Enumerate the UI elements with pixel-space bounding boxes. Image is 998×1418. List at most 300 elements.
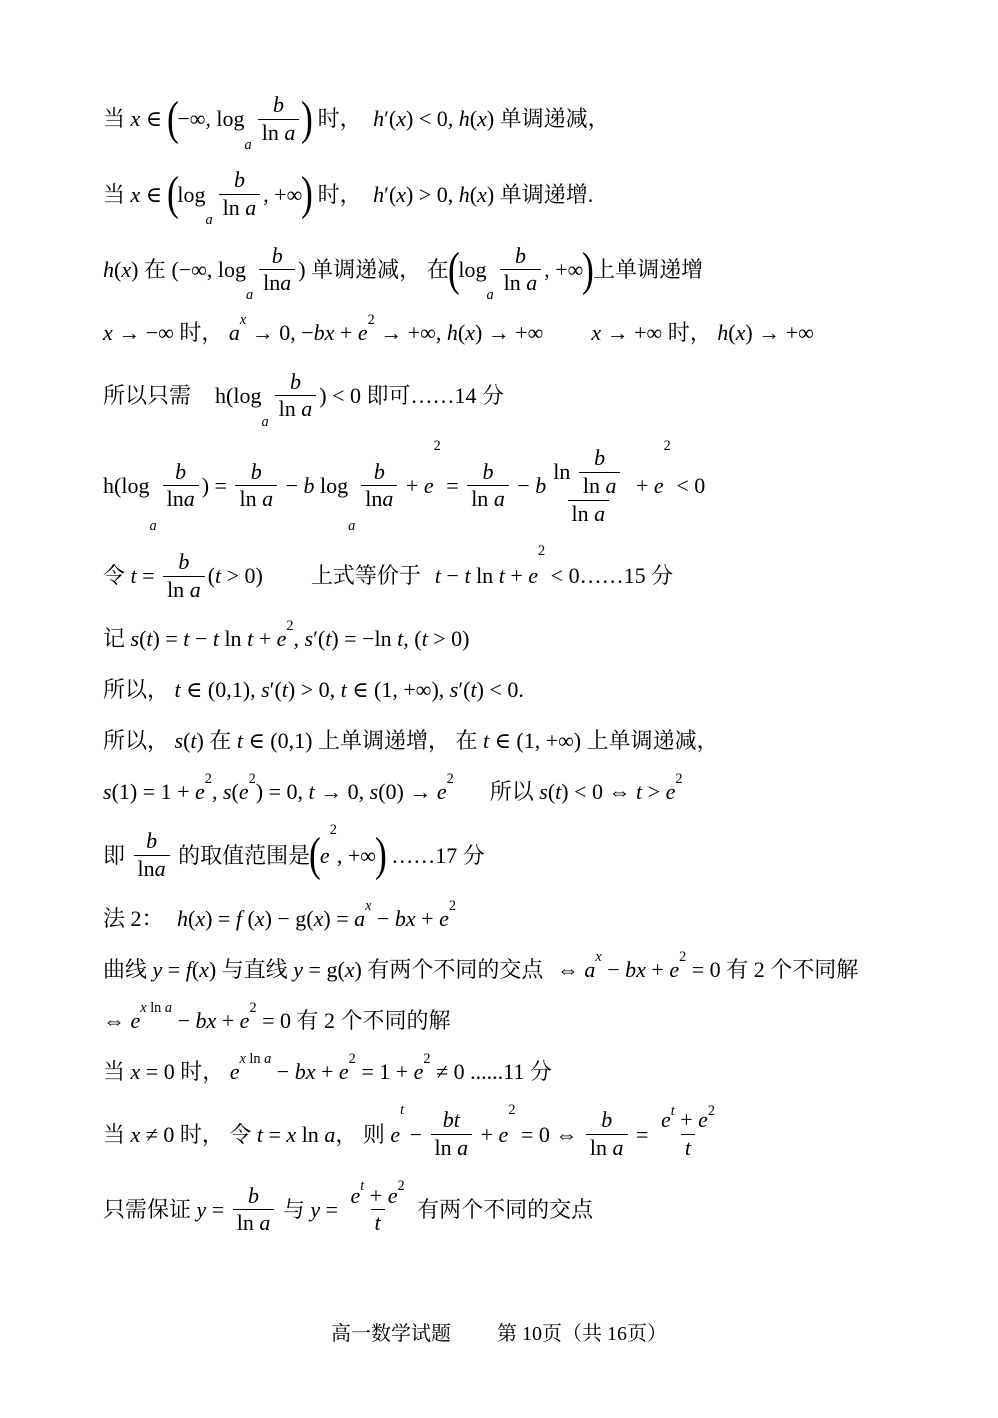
fraction-denominator [219,194,261,222]
text-run: 时， [180,1058,230,1084]
math-variable: e [357,320,368,345]
math-upright: = 0 [256,1007,297,1033]
math-upright: ln [218,626,248,652]
math-variable: e [276,626,287,652]
formula-line: 令 t = b ln a ( t > 0) 上式等价于 t − t ln t + e 2 < 0 …… 15 分 [103,543,674,602]
math-upright: ) → +∞ [474,320,544,345]
math-variable: t [236,728,243,754]
fraction-denominator [500,269,542,297]
math-upright: ( [547,779,556,805]
math-upright: ln [365,486,383,512]
math-upright: ln [222,194,246,220]
math-upright: ′( [458,677,471,703]
math-variable: t [340,677,347,703]
text-run: 上式等价于 [310,563,421,589]
fraction-numerator [286,369,305,396]
math-variable: b [248,1182,260,1208]
math-variable: x [103,320,113,345]
math-upright: ) < 0 [319,383,367,409]
math-upright: 15 [623,563,652,589]
formula-line: 当 x ≠ 0 时， 令 t = x ln a ， 则 e t − bt ln a + e 2 = 0 ⇔ b ln a = e t + e 2 t [103,1107,943,1161]
fraction-denominator [258,119,300,147]
math-variable: e [528,563,538,589]
page-footer [0,1317,998,1346]
formula-line: 法 2： h ( x ) = f ( x ) − g( x ) = a x − bx + e 2 [103,897,457,931]
fraction-numerator: e t + e 2 [350,1177,405,1208]
fraction [467,459,509,513]
text-run: 即可…… [366,383,455,409]
math-upright: + [253,626,277,652]
math-upright: ′( [269,677,282,703]
math-upright: , +∞ [336,842,376,868]
fraction-denominator [163,485,199,513]
math-upright: ln [236,1210,260,1236]
formula-line [103,1177,943,1237]
math-variable: s [539,779,548,805]
math-variable: f [235,905,242,931]
math-upright: < 0 [545,563,580,589]
math-upright: (−∞, log [171,256,246,282]
fraction [235,459,277,513]
fraction-denominator [431,1134,473,1162]
math-variable: x [313,905,324,931]
math-variable: bx [294,1058,316,1084]
fraction [361,459,397,513]
math-upright: + [216,1007,240,1033]
math-variable: e [350,1182,361,1208]
fraction-numerator [142,828,161,855]
math-upright: ) [196,728,210,754]
math-variable: a [594,501,606,527]
math-upright: log [458,256,487,282]
math-variable: t [247,626,254,652]
math-variable: t [146,626,153,652]
math-variable: a [354,905,366,931]
math-variable: e [387,1182,398,1208]
math-variable: x [130,106,141,132]
math-variable: s [261,677,270,703]
math-variable: bx [394,905,416,931]
math-upright: (0) → [378,779,437,805]
math-upright: −∞, log [177,106,245,132]
math-upright: = [263,1121,287,1147]
fraction-denominator [259,269,295,297]
formula-line: ⇔ e x ln a − bx + e 2 = 0 有 2 个不同的解 [103,999,451,1033]
fraction-denominator [467,485,509,513]
fraction [134,828,170,882]
math-variable: b [178,548,190,574]
text-run: …… [579,563,624,589]
math-upright: − [601,956,626,982]
math-upright: ln [582,472,606,498]
text-run: …… [385,842,436,868]
math-upright: + [475,1121,499,1147]
math-variable: a [526,270,538,296]
math-variable: h [717,320,729,345]
text-run: 记 [103,626,131,652]
fraction-denominator [568,500,610,528]
footer-page-number: 第 10页（共 16页） [497,1323,667,1345]
text-run: 单调递减， [499,106,610,132]
fraction-denominator [681,1134,695,1162]
math-variable: t [421,626,428,652]
math-variable: b [289,368,301,394]
math-variable: e [130,1007,141,1033]
fraction-numerator [590,445,609,472]
math-variable: x [477,106,487,132]
math-upright: > 0) [427,626,470,652]
text-run: 有两个不同的交点 [411,1197,594,1222]
fraction-numerator [479,459,498,486]
math-upright: ln [471,486,494,512]
math-variable: a [605,472,617,498]
math-upright: ) = −ln [331,626,398,652]
math-upright: ∈ (1, +∞) [489,728,587,754]
fraction-denominator [586,1134,628,1162]
math-upright: (1) = 1 + [111,779,196,805]
math-upright: ( [231,779,239,805]
math-variable: t [212,626,219,652]
math-variable: t [434,563,442,589]
math-upright: ) = [152,626,184,652]
math-variable: t [325,626,332,652]
math-variable: b [601,1107,613,1133]
math-variable: a [584,956,596,982]
math-upright: → −∞ [112,320,180,345]
math-variable: t [498,563,505,589]
math-variable: a [301,396,313,422]
fraction-numerator [597,1107,616,1134]
math-variable: x [465,320,475,345]
math-variable: b [175,458,187,484]
math-upright: ln [167,576,190,602]
formula-line: 所以只需 h(log a b ln a ) < 0 即可…… 14 分 [103,368,505,430]
formula-line: x → −∞ 时， a x → 0, − bx + e 2 → +∞, h ( x ) → +∞ x → +∞ 时， h ( x ) → +∞ [103,311,814,345]
math-upright: ∈ [140,181,168,207]
math-upright: ≠ 0 ...... [430,1058,504,1084]
math-variable: e [195,779,205,805]
fraction-denominator [134,855,170,883]
formula-line: 即 b ln a 的取值范围是 ( e 2 , +∞ ) …… 17 分 [103,822,485,882]
math-variable: a [457,1135,469,1160]
math-variable: t [397,626,404,652]
math-upright: ≠ 0 [140,1121,180,1147]
math-upright: − [172,1007,196,1033]
math-upright: → 0, [314,779,370,805]
math-variable: e [653,473,664,499]
text-run: 时， [312,181,368,207]
text-run: 当 [103,1058,131,1084]
math-upright: ) > 0, [406,181,459,207]
fraction-numerator [269,92,288,119]
math-variable: e [665,779,676,805]
math-variable: a [284,119,296,145]
math-variable: a [324,1121,336,1147]
math-upright: ( [457,320,466,345]
math-upright: ln [470,563,499,589]
math-variable: e [423,473,434,499]
math-upright: → +∞ [601,320,668,345]
text-run: 时， 令 [179,1121,257,1147]
math-variable: e [390,1121,401,1147]
math-upright: − [280,473,304,499]
math-variable: bt [442,1107,460,1133]
text-run: 上单调递增， 在 [317,728,483,754]
math-variable: t [308,779,315,805]
math-variable: t [215,563,222,589]
text-run: 与 [277,1197,311,1222]
math-upright: ∈ [140,106,168,132]
math-variable: e [238,779,249,805]
math-upright: ) → +∞ [745,320,814,345]
formula-line: h ( x ) 在 (−∞, log a b ln a ) 单调递减， 在 ( log a b ln a , +∞ ) 上单调递增 [103,242,704,304]
text-run: 时， [179,320,229,345]
math-variable: y [310,1197,321,1222]
math-variable: s [174,728,184,754]
math-upright: ln [166,486,184,512]
text-run: 个不同的解 [340,1007,451,1033]
fraction-denominator [275,395,317,423]
math-upright: ) [486,106,500,132]
math-variable: h [458,181,470,207]
math-variable: a [245,194,257,220]
math-upright: ) − g( [264,905,314,931]
math-upright: ′( [384,106,397,132]
math-variable: t [470,677,477,703]
math-variable: e [413,1058,424,1084]
text-run: 当 [103,1121,131,1147]
math-upright: , [293,626,305,652]
math-upright: 11 [503,1058,530,1084]
math-upright: ( [207,563,216,589]
math-variable: t [636,779,643,805]
math-upright: ) = 0, [255,779,309,805]
fraction-denominator [579,472,621,500]
math-upright: ( [241,905,255,931]
math-upright: ) = [323,905,355,931]
math-variable: s [222,779,232,805]
math-variable: h [446,320,458,345]
fraction [275,369,317,423]
text-run: 所以只需 [103,383,192,409]
math-upright: + [400,473,424,499]
math-variable: b [146,828,158,854]
math-variable: a [262,486,274,512]
math-upright: = 0 ⇔ [515,1121,583,1147]
fraction [259,243,295,297]
math-variable: t [374,1210,381,1236]
math-upright: ) < 0. [476,677,524,703]
math-variable: t [464,563,471,589]
fraction [500,243,542,297]
math-variable: h [103,256,114,282]
fraction-denominator [371,1209,385,1237]
math-upright: = [136,563,161,589]
math-upright: ( [139,626,147,652]
math-variable: x [130,181,141,207]
formula-line [103,675,943,705]
fraction [431,1107,473,1161]
fraction-numerator [230,167,249,194]
math-variable: x [254,905,265,931]
math-variable: a [228,320,240,345]
fraction-denominator [233,1209,275,1237]
math-upright: ) < 0, [406,106,459,132]
math-upright: h(log [215,383,262,409]
math-upright: = [440,473,465,499]
text-run: 所以 [489,779,540,805]
math-upright: − [371,905,395,931]
math-upright: = 0 [686,956,727,982]
math-variable: e [669,956,680,982]
math-upright: , +∞ [263,181,303,207]
math-upright: ∈ (0,1), [180,677,262,703]
math-variable: t [183,626,190,652]
math-variable: e [498,1121,509,1147]
math-variable: bx [195,1007,217,1033]
math-upright: + [645,956,670,982]
math-upright: + [415,905,440,931]
fraction [657,1102,719,1161]
math-variable: x [195,905,206,931]
math-upright: ⇔ [556,956,585,982]
math-variable: x [344,956,355,982]
math-variable: t [190,728,197,754]
math-upright: + [504,563,529,589]
math-upright: + [315,1058,339,1084]
math-upright: ln [239,486,263,512]
math-variable: e [436,779,447,805]
math-variable: s [369,779,379,805]
math-variable: h [177,905,189,931]
math-variable: b [373,458,385,484]
math-upright: = 1 + [355,1058,414,1084]
text-run: 的取值范围是 [172,842,311,868]
fraction-numerator [511,243,530,270]
fraction-numerator [439,1107,464,1134]
math-variable: x [130,1121,141,1147]
math-variable: e [319,842,330,868]
math-upright: ( [183,728,191,754]
math-variable: s [130,626,140,652]
text-run: 当 [103,106,131,132]
math-upright: ( [469,106,478,132]
text-run: 曲线 [103,956,153,982]
math-upright: ) [131,256,144,282]
fraction-numerator [244,1183,263,1210]
fraction [219,167,261,221]
math-upright: 14 [454,383,482,409]
math-variable: b [250,458,262,484]
math-upright: ∈ (1, +∞), [346,677,450,703]
math-upright: > [642,779,666,805]
math-upright: ln [261,119,285,145]
math-upright: ′( [313,626,326,652]
fraction [586,1107,628,1161]
text-run: 与直线 [221,956,294,982]
math-variable: x [735,320,746,345]
text-run: 分 [462,842,485,868]
math-variable: x [130,1058,141,1084]
text-run: 分 [529,1058,552,1084]
math-variable: e [698,1107,708,1133]
text-run: 所以， [103,677,175,703]
text-run: 分 [482,383,505,409]
text-run: 在 [143,256,172,282]
math-upright: ln [503,270,527,296]
math-upright: ) = [201,473,233,499]
math-upright: ln [571,501,595,527]
math-upright: ln [296,1121,325,1147]
text-run: 有 [296,1007,325,1033]
math-variable: y [293,956,304,982]
math-variable: b [303,473,315,499]
text-run: 时， [667,320,718,345]
math-upright: + [630,473,654,499]
math-upright: ) [298,256,312,282]
text-run: 有两个不同的交点 [367,956,549,982]
math-upright: ln [553,458,576,484]
math-upright: 2 [324,1007,341,1033]
math-variable: t [281,677,288,703]
math-variable: h [373,106,385,132]
math-upright: − [189,626,213,652]
math-upright: log [314,473,349,499]
math-variable: h [458,106,470,132]
math-upright: ( [114,256,122,282]
math-variable: b [594,445,606,470]
formula-line: s (1) = 1 + e 2 , s ( e 2 ) = 0, t → 0, s (0) → e 2 所以 s ( t ) < 0 ⇔ t > e 2 [103,771,683,805]
text-run: 只需保证 [103,1197,197,1222]
math-variable: t [174,677,181,703]
math-upright: 2 [753,956,771,982]
text-run: 单调递减， 在 [311,256,449,282]
text-run: 当 [103,181,131,207]
fraction [549,444,627,528]
math-variable: e [439,905,449,931]
math-variable: a [493,486,505,512]
math-variable: e [239,1007,250,1033]
math-variable: x [121,256,132,282]
math-upright: ( [191,956,200,982]
math-upright: < 0 [670,473,706,499]
math-upright: > 0) [221,563,263,589]
math-variable: e [338,1058,349,1084]
fraction [347,1177,409,1237]
formula-line [103,726,943,756]
math-variable: t [684,1135,692,1160]
text-run: 上单调递减， [586,728,719,754]
math-variable: bx [313,320,335,345]
text-run: 时， [312,106,368,132]
math-upright: = [320,1197,344,1222]
math-variable: b [273,92,285,117]
math-upright: = 0 [140,1058,181,1084]
math-variable: x [477,181,487,207]
math-variable: a [183,486,195,512]
text-run: 所以， [103,728,175,754]
math-upright: → +∞, [374,320,447,345]
math-variable: x [591,320,602,345]
math-upright: ′( [384,181,397,207]
text-run: 在 [209,728,237,754]
math-variable: x [396,181,407,207]
math-upright: ln [137,855,155,881]
math-variable: t [555,779,562,805]
fraction-numerator [268,243,287,270]
math-variable: b [233,167,245,193]
math-variable: e [229,1058,240,1084]
